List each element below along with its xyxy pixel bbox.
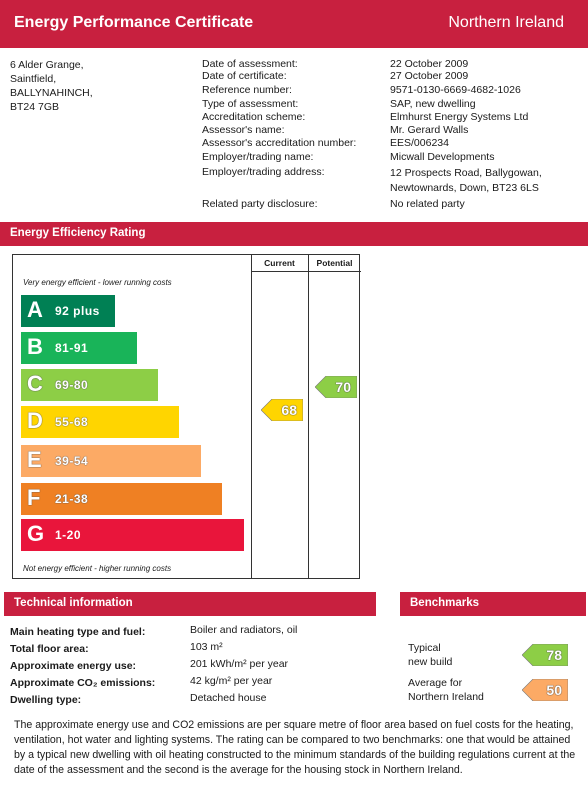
address-line: BT24 7GB [10,101,60,113]
band-letter: C [27,371,43,396]
detail-value: Elmhurst Energy Systems Ltd [390,111,529,123]
band-letter: A [27,297,43,322]
detail-value: SAP, new dwelling [390,98,476,110]
current-rating-value: 68 [281,402,297,418]
detail-label: Date of certificate: [202,70,287,82]
benchmark-label-line: Northern Ireland [408,691,484,703]
detail-label: Reference number: [202,84,292,96]
tech-label: Main heating type and fuel: [10,626,146,638]
tech-label: Total floor area: [10,643,89,655]
band-range: 69-80 [55,378,89,392]
benchmark-value: 78 [546,647,562,663]
column-divider [308,255,309,578]
detail-value: No related party [390,198,465,210]
rating-band-d [21,406,179,438]
detail-label: Employer/trading address: [202,166,325,178]
benchmark-arrow-new-build [522,644,568,666]
detail-label: Assessor's name: [202,124,285,136]
band-letter: B [27,334,43,359]
detail-value: Micwall Developments [390,151,495,163]
rating-band-b [21,332,137,364]
benchmark-label-line: Average for [408,677,463,689]
detail-value: EES/006234 [390,137,449,149]
detail-label: Employer/trading name: [202,151,314,163]
address-line: 6 Alder Grange, [10,59,84,71]
address-line: Saintfield, [10,73,57,85]
benchmark-value: 50 [546,682,562,698]
efficiency-rating-heading: Energy Efficiency Rating [0,222,588,246]
benchmark-arrow-average [522,679,568,701]
detail-label: Related party disclosure: [202,198,318,210]
band-range: 55-68 [55,415,89,429]
efficiency-rating-chart [12,254,360,579]
detail-value: 12 Prospects Road, Ballygowan, Newtownards, Down, BT23 6LS [390,167,542,194]
tech-label: Dwelling type: [10,694,82,706]
rating-band-a [21,295,115,327]
detail-label: Type of assessment: [202,98,299,110]
benchmark-label-line: Typical [408,642,441,654]
header-divider [251,271,361,272]
tech-value: 42 kg/m² per year [190,675,273,687]
address-line: BALLYNAHINCH, [10,87,93,99]
rating-band-c [21,369,158,401]
detail-value: Mr. Gerard Walls [390,124,469,136]
potential-column-title: Potential [316,258,353,268]
tech-value: 201 kWh/m² per year [190,658,289,670]
benchmarks-heading: Benchmarks [400,592,586,616]
detail-label: Date of assessment: [202,58,298,70]
rating-band-e [21,445,201,477]
band-range: 92 plus [55,304,100,318]
tech-label: Approximate energy use: [10,660,137,672]
tech-value: 103 m² [190,641,223,653]
benchmark-label-average [408,676,484,704]
page-title: Energy Performance Certificate [14,14,254,31]
benchmark-label-line: new build [408,656,453,668]
detail-label: Accreditation scheme: [202,111,306,123]
inefficient-note: Not energy efficient - higher running costs [23,564,172,573]
tech-value: Boiler and radiators, oil [190,624,298,636]
footnote-text: The approximate energy use and CO2 emissions are per square metre of floor area based on fuel costs for the heating, ventilation, hot water and lighting systems. The rating can be compared to two benchmarks: one that would be attained by a typical new dwelling with oil heating constructed to the minimum standards of the building regulations current at the date of the assessment and the second is the average for the housing stock in Northern Ireland. [14,719,576,776]
title-band [0,0,588,48]
detail-value: 9571-0130-6669-4682-1026 [390,84,521,96]
benchmark-label-new-build [408,641,452,669]
tech-value: Detached house [190,692,267,704]
column-divider [251,255,252,578]
potential-rating-arrow [315,376,357,398]
detail-label: Assessor's accreditation number: [202,137,357,149]
property-address [10,58,93,114]
detail-value: 22 October 2009 [390,58,469,70]
band-letter: D [27,408,43,433]
band-range: 1-20 [55,528,82,542]
tech-label: Approximate CO₂ emissions: [10,677,156,689]
band-range: 81-91 [55,341,89,355]
rating-band-f [21,483,222,515]
technical-info-heading: Technical information [4,592,376,616]
current-column-title: Current [264,258,295,268]
region-label: Northern Ireland [448,14,564,31]
band-letter: F [27,485,41,510]
current-rating-arrow [261,399,303,421]
band-range: 39-54 [55,454,89,468]
rating-band-g [21,519,244,551]
band-letter: E [27,447,42,472]
band-letter: G [27,521,45,546]
band-range: 21-38 [55,492,89,506]
efficient-note: Very energy efficient - lower running costs [23,278,172,287]
detail-value: 27 October 2009 [390,70,469,82]
potential-rating-value: 70 [335,379,351,395]
